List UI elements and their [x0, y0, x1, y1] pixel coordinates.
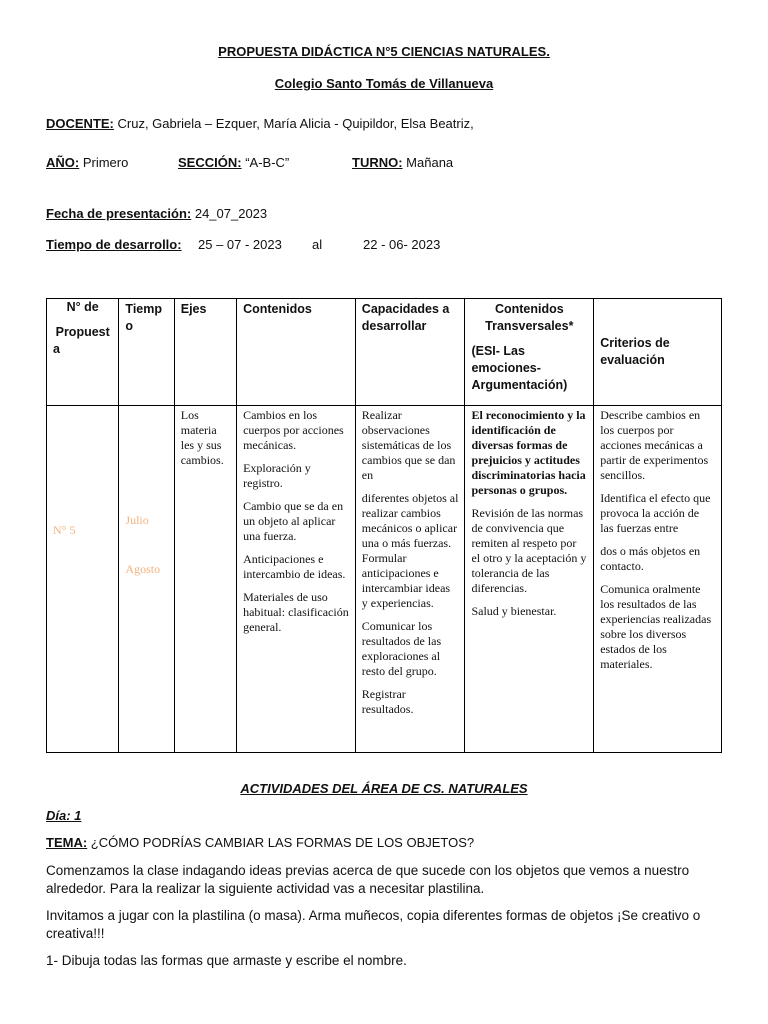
table-header-row	[47, 299, 722, 406]
turno-field	[352, 155, 453, 170]
tema-line	[46, 835, 474, 850]
fecha-value: 24_07_2023	[194, 206, 268, 221]
paragraph-1: Comenzamos la clase indagando ideas previas acerca de que sucede con los objetos que vemos a nuestro alrededor. Para la realizar la siguiente actividad vas a necesitar plastilina.	[46, 863, 690, 896]
table-row	[47, 406, 722, 753]
tiempo-end: 22 - 06- 2023	[363, 237, 441, 252]
header-capacidades: Capacidades a desarrollar	[355, 299, 465, 406]
tiempo-al: al	[312, 237, 323, 252]
anio-value: Primero	[82, 155, 129, 170]
tema-label: TEMA:	[46, 835, 88, 850]
dia-label: Día: 1	[46, 808, 82, 823]
cell-contenidos: Cambios en los cuerpos por acciones mecánicas. Exploración y registro. Cambio que se da en un objeto al aplicar una fuerza. Anticipaciones e intercambio de ideas. Materiales de uso habitual: clasificación general.	[237, 406, 356, 753]
seccion-field	[178, 155, 289, 170]
cell-numero: N° 5	[47, 406, 119, 753]
paragraph-2: Invitamos a jugar con la plastilina (o masa). Arma muñecos, copia diferentes formas de objetos ¡Se creativo o creativa!!!	[46, 908, 701, 941]
fecha-label: Fecha de presentación:	[46, 206, 192, 221]
activity-item-1: 1- Dibuja todas las formas que armaste y escribe el nombre.	[46, 953, 407, 968]
tiempo-start: 25 – 07 - 2023	[198, 237, 282, 252]
seccion-value: “A-B-C”	[245, 155, 290, 170]
cell-transversales: El reconocimiento y la identificación de diversas formas de prejuicios y actitudes discriminatorias hacia personas o grupos. Revisión de las normas de convivencia que remiten al respeto por el otro y la aceptación y tolerancia de las diferencias. Salud y bienestar.	[465, 406, 594, 753]
docente-label: DOCENTE:	[46, 116, 114, 131]
header-numero: N° de Propuest a	[47, 299, 119, 406]
cell-tiempo: Julio Agosto	[119, 406, 174, 753]
planning-table	[46, 298, 722, 753]
cell-ejes: Los materia les y sus cambios.	[174, 406, 236, 753]
header-tiempo: Tiemp o	[119, 299, 174, 406]
header-criterios: Criterios de evaluación	[594, 299, 722, 406]
fecha-line	[46, 206, 267, 221]
tiempo-label: Tiempo de desarrollo:	[46, 237, 182, 252]
tema-value: ¿CÓMO PODRÍAS CAMBIAR LAS FORMAS DE LOS OBJETOS?	[90, 835, 475, 850]
document-title: PROPUESTA DIDÁCTICA N°5 CIENCIAS NATURALES.	[218, 44, 550, 59]
turno-value: Mañana	[406, 155, 454, 170]
header-ejes: Ejes	[174, 299, 236, 406]
turno-label: TURNO:	[352, 155, 403, 170]
school-name: Colegio Santo Tomás de Villanueva	[274, 76, 494, 91]
header-contenidos: Contenidos	[237, 299, 356, 406]
header-transversales: Contenidos Transversales* (ESI- Las emociones- Argumentación)	[465, 299, 594, 406]
anio-label: AÑO:	[46, 155, 80, 170]
seccion-label: SECCIÓN:	[178, 155, 242, 170]
docente-value: Cruz, Gabriela – Ezquer, María Alicia - Quipildor, Elsa Beatriz,	[117, 116, 474, 131]
cell-criterios: Describe cambios en los cuerpos por acciones mecánicas a partir de experimentos sencillos. Identifica el efecto que provoca la acción de las fuerzas entre dos o más objetos en contacto. Comunica oralmente los resultados de las experiencias realizadas sobre los diversos estados de los materiales.	[594, 406, 722, 753]
activities-heading: ACTIVIDADES DEL ÁREA DE CS. NATURALES	[240, 781, 528, 796]
cell-capacidades: Realizar observaciones sistemáticas de los cambios que se dan en diferentes objetos al realizar cambios mecánicos o aplicar una o más fuerzas. Formular anticipaciones e intercambiar ideas y experiencias. Comunicar los resultados de las exploraciones al resto del grupo. Registrar resultados.	[355, 406, 465, 753]
anio-field	[46, 155, 128, 170]
docente-line	[46, 116, 474, 131]
